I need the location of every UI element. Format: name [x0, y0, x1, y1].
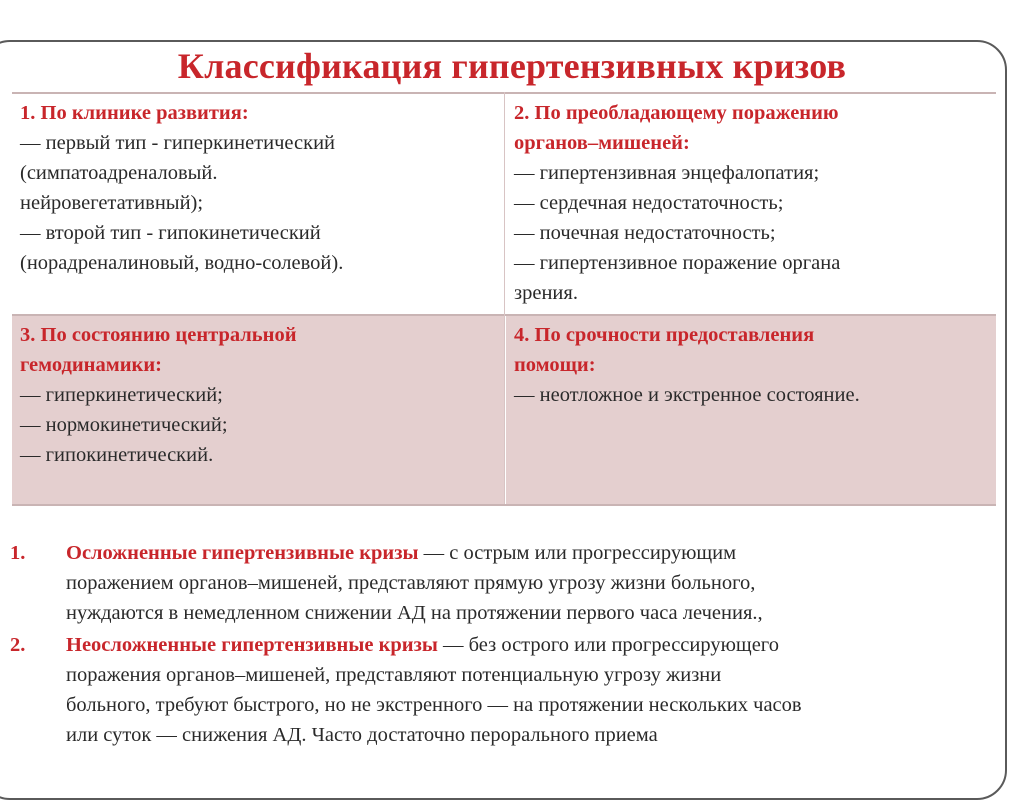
cell-heading: 3. По состоянию центральной	[20, 324, 297, 346]
cell-line: — гиперкинетический;	[20, 384, 223, 406]
cell-line: — сердечная недостаточность;	[514, 192, 784, 214]
list-text: — без острого или прогрессирующего	[437, 634, 779, 656]
list-item	[0, 630, 1024, 750]
list-term: Неосложненные гипертензивные кризы	[66, 634, 438, 656]
crisis-types-list	[0, 538, 1024, 752]
cell-line: нейровегетативный);	[20, 192, 204, 214]
page-title: Классификация гипертензивных кризов	[177, 46, 847, 86]
list-text: поражением органов–мишеней, представляют прямую угрозу жизни больного,	[66, 572, 756, 594]
list-number: 1.	[10, 542, 26, 564]
list-number: 2.	[10, 634, 26, 656]
cell-line: — гипертензивная энцефалопатия;	[514, 162, 820, 184]
cell-target-organs	[506, 94, 996, 314]
cell-line: — неотложное и экстренное состояние.	[514, 384, 860, 406]
cell-urgency	[506, 316, 996, 506]
cell-line: — второй тип - гипокинетический	[20, 222, 321, 244]
cell-heading: 2. По преобладающему поражению	[514, 102, 839, 124]
cell-line: — нормокинетический;	[20, 414, 228, 436]
list-text: нуждаются в немедленном снижении АД на протяжении первого часа лечения.,	[66, 602, 763, 624]
cell-line: — гипертензивное поражение органа	[514, 252, 841, 274]
list-text: поражения органов–мишеней, представляют потенциальную угрозу жизни	[66, 664, 722, 686]
cell-central-hemodynamics	[12, 316, 504, 506]
cell-heading: гемодинамики:	[20, 354, 162, 376]
list-term: Осложненные гипертензивные кризы	[66, 542, 419, 564]
cell-line: (норадреналиновый, водно-солевой).	[20, 252, 344, 274]
cell-line: (симпатоадреналовый.	[20, 162, 218, 184]
list-text: или суток — снижения АД. Часто достаточно перорального приема	[66, 724, 658, 746]
cell-line: — гипокинетический.	[20, 444, 214, 466]
cell-line: — почечная недостаточность;	[514, 222, 776, 244]
table-bottom-rule	[12, 504, 996, 506]
list-item	[0, 538, 1024, 628]
table-column-divider	[504, 92, 505, 506]
cell-heading: помощи:	[514, 354, 596, 376]
cell-heading: органов–мишеней:	[514, 132, 690, 154]
cell-line: — первый тип - гиперкинетический	[20, 132, 336, 154]
list-text: больного, требуют быстрого, но не экстренного — на протяжении нескольких часов	[66, 694, 802, 716]
cell-heading: 1. По клинике развития:	[20, 102, 249, 124]
cell-line: зрения.	[514, 282, 578, 304]
cell-heading: 4. По срочности предоставления	[514, 324, 815, 346]
cell-clinical-development	[12, 94, 504, 314]
classification-table	[12, 92, 996, 506]
list-text: — с острым или прогрессирующим	[418, 542, 737, 564]
